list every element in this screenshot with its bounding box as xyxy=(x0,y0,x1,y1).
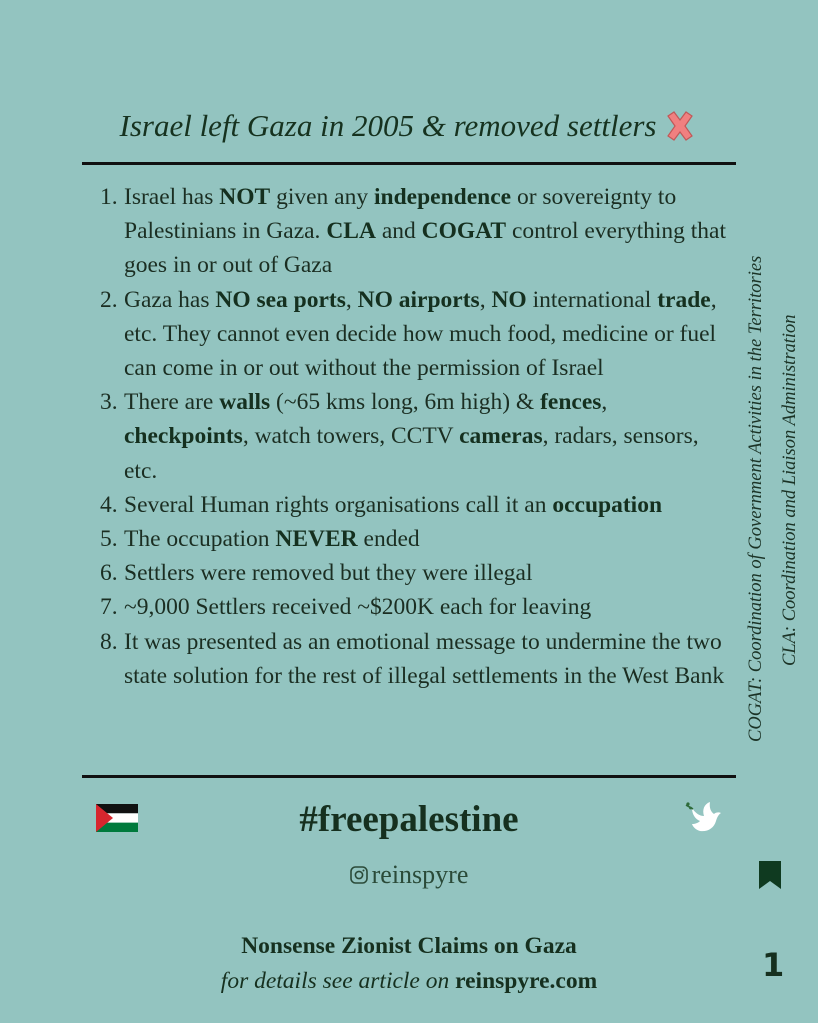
instagram-icon xyxy=(350,866,368,884)
emphasis-text: COGAT xyxy=(421,218,507,245)
list-item-text: Settlers were removed but they were illegal xyxy=(124,560,533,587)
list-item-text: international xyxy=(526,286,658,313)
emphasis-text: independence xyxy=(373,184,512,210)
list-item-text: Israel has xyxy=(124,184,220,210)
list-item-number: 4. xyxy=(100,491,118,518)
list-item-text: and xyxy=(375,218,422,245)
list-item-text: , radars, sensors, etc. xyxy=(124,423,699,484)
emphasis-text: NEVER xyxy=(275,526,358,553)
emphasis-text: occupation xyxy=(552,491,663,518)
list-item-text: (~65 kms long, 6m high) & xyxy=(270,389,541,416)
footer-title: Nonsense Zionist Claims on Gaza xyxy=(241,933,577,959)
emphasis-text: CLA xyxy=(326,218,376,245)
list-item-text: ~9,000 Settlers received ~$200K each for leaving xyxy=(124,594,592,621)
claims-list xyxy=(100,180,730,693)
emphasis-text: fences xyxy=(540,389,602,416)
title-text: Israel left Gaza in 2005 & removed settlers xyxy=(119,108,657,143)
emphasis-text: checkpoints xyxy=(124,423,243,450)
list-item-number: 5. xyxy=(100,526,118,553)
list-item-text: , etc. They cannot even decide how much food, medicine or fuel can come in or out without the permission of Israel xyxy=(124,286,717,382)
footer-subtitle xyxy=(0,968,818,995)
list-item-number: 3. xyxy=(100,389,118,416)
top-divider xyxy=(82,162,736,165)
list-item-number: 8. xyxy=(100,628,118,655)
list-item xyxy=(100,522,730,556)
list-item-text: , xyxy=(479,286,492,313)
list-item-text: It was presented as an emotional message to undermine the two state solution for the rest of illegal settlements in the West Bank xyxy=(124,628,725,689)
emphasis-text: trade xyxy=(657,286,711,313)
bookmark-icon[interactable] xyxy=(759,861,781,889)
cross-mark-icon xyxy=(662,108,698,144)
emphasis-text: NOT xyxy=(219,184,271,210)
list-item-text: control everything that goes in or out of Gaza xyxy=(124,218,726,279)
emphasis-text: NO airports xyxy=(357,286,480,313)
list-item xyxy=(100,180,730,283)
emphasis-text: NO sea ports xyxy=(215,286,346,313)
list-item-text: The occupation xyxy=(124,526,276,553)
list-item xyxy=(100,556,730,590)
handle-text: reinspyre xyxy=(371,860,469,889)
list-item-number: 2. xyxy=(100,286,118,313)
dove-icon xyxy=(684,800,724,836)
emphasis-text: walls xyxy=(219,389,271,416)
list-item xyxy=(100,283,730,386)
emphasis-text: NO xyxy=(491,286,527,313)
list-item-text: Several Human rights organisations call it an xyxy=(124,491,553,518)
list-item xyxy=(100,385,730,488)
page-number: 1 xyxy=(762,946,785,984)
bottom-divider xyxy=(82,775,736,778)
list-item-text: , watch towers, CCTV xyxy=(242,423,460,450)
list-item-number: 7. xyxy=(100,594,118,621)
cogat-note: COGAT: Coordination of Government Activities in the Territories xyxy=(746,255,766,742)
list-item-text: given any xyxy=(270,184,374,210)
list-item xyxy=(100,590,730,624)
footer-sub-text: for details see article on xyxy=(220,968,456,994)
list-item-number: 6. xyxy=(100,560,118,587)
instagram-handle[interactable] xyxy=(0,860,818,890)
list-item-text: ended xyxy=(357,526,420,553)
title xyxy=(0,108,818,147)
emphasis-text: cameras xyxy=(459,423,543,450)
hashtag: #freepalestine xyxy=(299,799,519,840)
website-link[interactable]: reinspyre.com xyxy=(455,968,598,994)
list-item-text: There are xyxy=(124,389,220,416)
list-item-number: 1. xyxy=(100,184,118,210)
list-item-text: , xyxy=(601,389,608,416)
list-item xyxy=(100,488,730,522)
list-item-text: Gaza has xyxy=(124,286,216,313)
list-item-text: or sovereignty to Palestinians in Gaza. xyxy=(124,184,677,245)
list-item-text: , xyxy=(345,286,358,313)
cla-note: CLA: Coordination and Liaison Administration xyxy=(780,314,800,666)
list-item xyxy=(100,625,730,693)
